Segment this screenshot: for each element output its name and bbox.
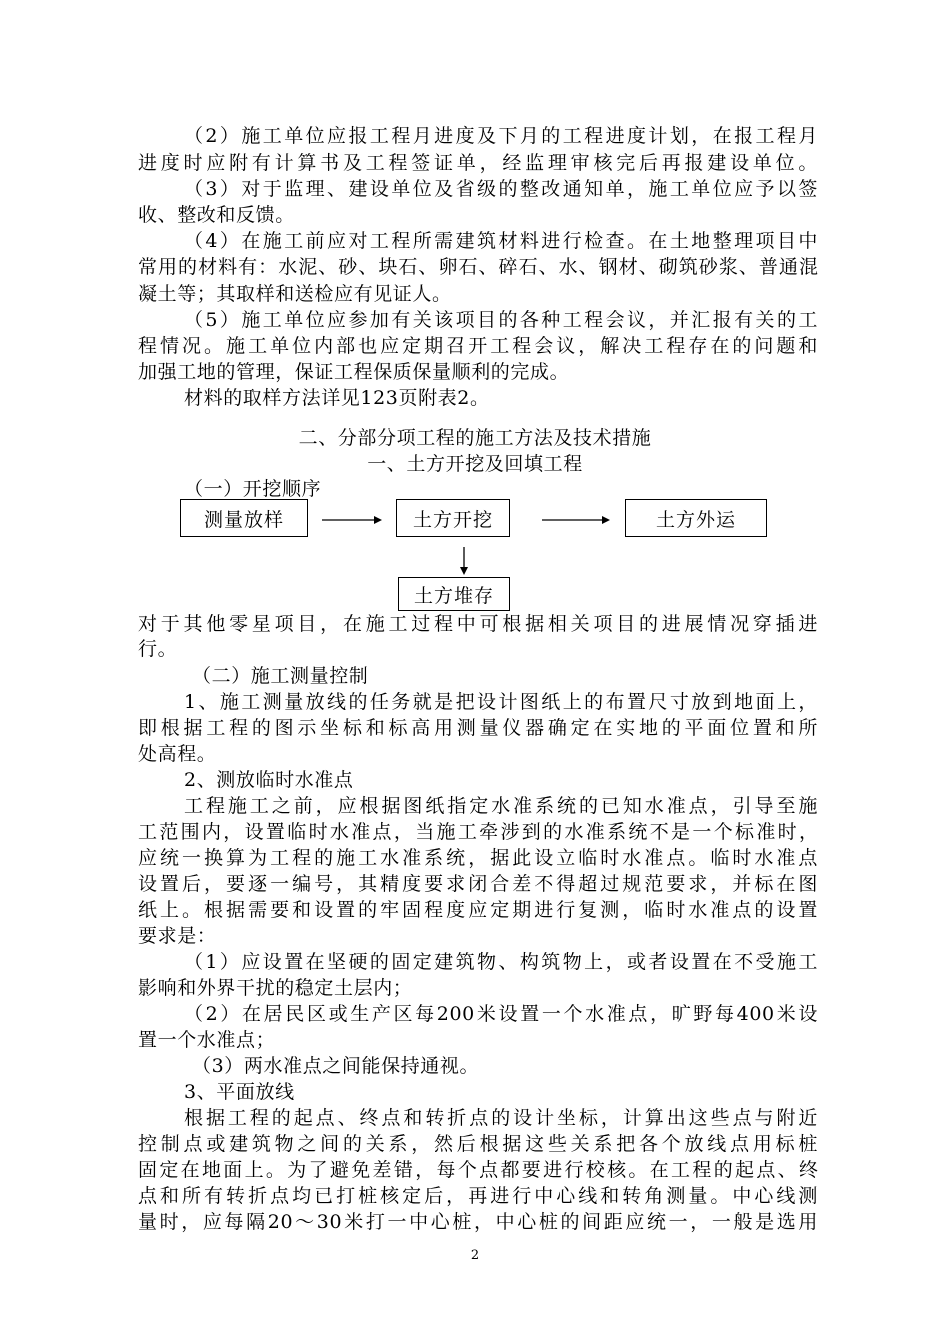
paragraph-line: 行。 — [138, 638, 178, 660]
paragraph-line: 工范围内，设置临时水准点，当施工牵涉到的水准系统不是一个标准时， — [138, 821, 818, 843]
paragraph-line: 常用的材料有：水泥、砂、块石、卵石、碎石、水、钢材、砌筑砂浆、普通混 — [138, 256, 818, 278]
paragraph-line: 处高程。 — [138, 743, 217, 765]
paragraph-line: 收、整改和反馈。 — [138, 204, 295, 226]
paragraph-line: 影响和外界干扰的稳定土层内； — [138, 977, 413, 999]
paragraph-line: 应统一换算为工程的施工水准系统，据此设立临时水准点。临时水准点 — [138, 847, 818, 869]
paragraph-line: 进度时应附有计算书及工程签证单，经监理审核完后再报建设单位。 — [138, 152, 818, 174]
flow-box-transport: 土方外运 — [625, 499, 767, 537]
paragraph-line: 根据工程的起点、终点和转折点的设计坐标，计算出这些点与附近 — [184, 1107, 818, 1129]
paragraph-line: 凝土等；其取样和送检应有见证人。 — [138, 283, 452, 305]
paragraph-line: （5）施工单位应参加有关该项目的各种工程会议，并汇报有关的工 — [184, 309, 818, 331]
paragraph-line: 加强工地的管理，保证工程保质保量顺利的完成。 — [138, 361, 570, 383]
paragraph-line: 置一个水准点； — [138, 1029, 276, 1051]
paragraph-line: （2）施工单位应报工程月进度及下月的工程进度计划，在报工程月 — [184, 125, 818, 147]
paragraph-line: 材料的取样方法详见123页附表2。 — [184, 387, 490, 409]
down-arrow-icon — [454, 545, 474, 577]
paragraph-line: （4）在施工前应对工程所需建筑材料进行检查。在土地整理项目中 — [184, 230, 818, 252]
subsection-heading: 一、土方开挖及回填工程 — [367, 453, 583, 475]
paragraph-line: 程情况。施工单位内部也应定期召开工程会议，解决工程存在的问题和 — [138, 335, 818, 357]
item-heading: 3、平面放线 — [184, 1081, 295, 1103]
survey-heading: （二）施工测量控制 — [192, 665, 369, 687]
flow-box-excavation: 土方开挖 — [396, 499, 510, 537]
paragraph-line: 对于其他零星项目，在施工过程中可根据相关项目的进展情况穿插进 — [138, 613, 818, 635]
page-number: 2 — [470, 1248, 480, 1263]
flow-box-stockpile: 土方堆存 — [398, 577, 510, 611]
paragraph-line: 控制点或建筑物之间的关系，然后根据这些关系把各个放线点用标桩 — [138, 1133, 818, 1155]
paragraph-line: （3）对于监理、建设单位及省级的整改通知单，施工单位应予以签 — [184, 178, 818, 200]
order-heading: （一）开挖顺序 — [184, 478, 322, 500]
right-arrow-icon — [320, 510, 384, 530]
paragraph-line: 工程施工之前，应根据图纸指定水准系统的已知水准点，引导至施 — [184, 795, 818, 817]
paragraph-line: （2）在居民区或生产区每200米设置一个水准点，旷野每400米设 — [184, 1003, 818, 1025]
paragraph-line: （3）两水准点之间能保持通视。 — [192, 1055, 480, 1077]
paragraph-line: （1）应设置在坚硬的固定建筑物、构筑物上，或者设置在不受施工 — [184, 951, 818, 973]
paragraph-line: 即根据工程的图示坐标和标高用测量仪器确定在实地的平面位置和所 — [138, 717, 818, 739]
paragraph-line: 设置后，要逐一编号，其精度要求闭合差不得超过规范要求，并标在图 — [138, 873, 818, 895]
item-heading: 2、测放临时水准点 — [184, 769, 354, 791]
paragraph-line: 1、施工测量放线的任务就是把设计图纸上的布置尺寸放到地面上， — [184, 691, 818, 713]
paragraph-line: 纸上。根据需要和设置的牢固程度应定期进行复测，临时水准点的设置 — [138, 899, 818, 921]
right-arrow-icon — [540, 510, 612, 530]
paragraph-line: 要求是： — [138, 925, 217, 947]
flow-box-survey: 测量放样 — [180, 499, 308, 537]
paragraph-line: 固定在地面上。为了避免差错，每个点都要进行校核。在工程的起点、终 — [138, 1159, 818, 1181]
section-heading: 二、分部分项工程的施工方法及技术措施 — [298, 427, 652, 449]
paragraph-line: 量时，应每隔20～30米打一中心桩，中心桩的间距应统一，一般是选用 — [138, 1211, 818, 1233]
paragraph-line: 点和所有转折点均已打桩核定后，再进行中心线和转角测量。中心线测 — [138, 1185, 818, 1207]
